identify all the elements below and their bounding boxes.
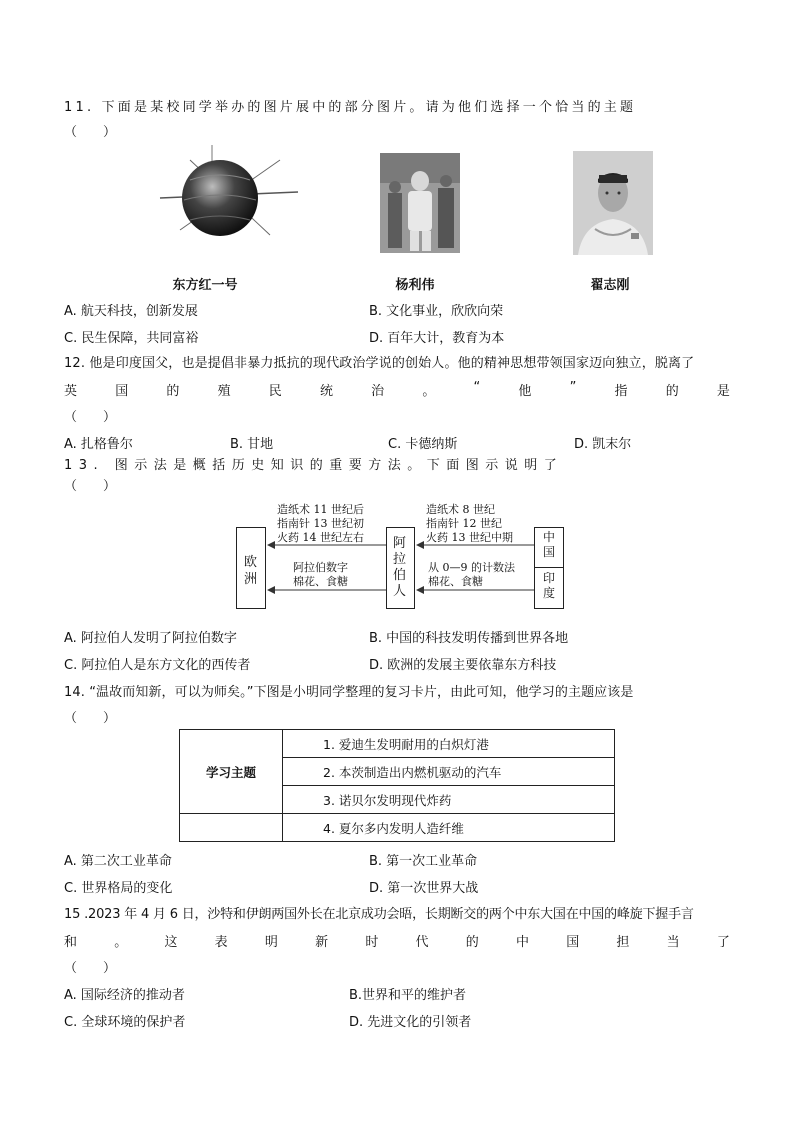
q14-option-c[interactable]: C. 世界格局的变化 xyxy=(64,881,173,896)
left-top-line-3: 火药 14 世纪左右 xyxy=(277,531,364,544)
q15-line2: 和 。 这 表 明 新 时 代 的 中 国 担 当 了 xyxy=(64,935,730,950)
dongfanghong-satellite-image xyxy=(150,140,300,260)
q14-option-b[interactable]: B. 第一次工业革命 xyxy=(369,854,478,869)
q14-stem: 14. “温故而知新，可以为师矣。”下图是小明同学整理的复习卡片，由此可知，他学习的主题应该是 xyxy=(64,685,634,700)
right-top-line-3: 火药 13 世纪中期 xyxy=(426,531,513,544)
europe-box: 欧洲 xyxy=(236,527,266,609)
q12-option-a[interactable]: A. 扎格鲁尔 xyxy=(64,437,133,452)
q11-caption-2: 杨利伟 xyxy=(395,278,435,293)
card-item-2: 2. 本茨制造出内燃机驱动的汽车 xyxy=(283,758,615,786)
q13-option-c[interactable]: C. 阿拉伯人是东方文化的西传者 xyxy=(64,658,251,673)
q12-option-c[interactable]: C. 卡德纳斯 xyxy=(388,437,458,452)
yang-liwei-photo xyxy=(380,153,460,253)
china-india-box: 中国 印度 xyxy=(534,527,564,609)
right-top-line-2: 指南针 12 世纪 xyxy=(426,517,502,530)
q12-option-b[interactable]: B. 甘地 xyxy=(230,437,274,452)
q12-option-d[interactable]: D. 凯末尔 xyxy=(574,437,632,452)
q13-option-d[interactable]: D. 欧洲的发展主要依靠东方科技 xyxy=(369,658,557,673)
q14-paren: （ ） xyxy=(64,711,117,726)
q11-stem: 11. 下面是某校同学举办的图片展中的部分图片。请为他们选择一个恰当的主题 xyxy=(64,100,637,115)
q11-option-d[interactable]: D. 百年大计，教育为本 xyxy=(369,331,505,346)
q12-line1: 12. 他是印度国父，也是提倡非暴力抵抗的现代政治学说的创始人。他的精神思想带领国家迈向独立，脱离了 xyxy=(64,356,695,371)
q11-option-a[interactable]: A. 航天科技，创新发展 xyxy=(64,304,198,319)
right-bottom-line-1: 从 0—9 的计数法 xyxy=(428,561,515,574)
q15-paren: （ ） xyxy=(64,961,117,976)
q13-option-a[interactable]: A. 阿拉伯人发明了阿拉伯数字 xyxy=(64,631,237,646)
q13-option-b[interactable]: B. 中国的科技发明传播到世界各地 xyxy=(369,631,569,646)
q11-caption-1: 东方红一号 xyxy=(172,278,238,293)
q13-stem: 13. 图示法是概括历史知识的重要方法。下面图示说明了 xyxy=(64,458,564,473)
arab-box: 阿拉伯人 xyxy=(386,527,415,609)
q15-option-c[interactable]: C. 全球环境的保护者 xyxy=(64,1015,186,1030)
card-head-blank xyxy=(180,814,283,842)
q14-option-d[interactable]: D. 第一次世界大战 xyxy=(369,881,479,896)
q12-line2: 英 国 的 殖 民 统 治 。 “ 他 ” 指 的 是 xyxy=(64,380,730,399)
q11-caption-3: 翟志刚 xyxy=(590,278,630,293)
left-bottom-line-1: 阿拉伯数字 xyxy=(293,561,348,574)
card-item-3: 3. 诺贝尔发明现代炸药 xyxy=(283,786,615,814)
left-top-line-1: 造纸术 11 世纪后 xyxy=(277,503,364,516)
q15-option-b[interactable]: B.世界和平的维护者 xyxy=(349,988,467,1003)
card-head: 学习主题 xyxy=(180,730,283,814)
q13-paren: （ ） xyxy=(64,479,117,494)
q15-line1: 15 .2023 年 4 月 6 日，沙特和伊朗两国外长在北京成功会晤，长期断交的两个中东大国在中国的峰旋下握手言 xyxy=(64,907,694,922)
q11-option-b[interactable]: B. 文化事业，欣欣向荣 xyxy=(369,304,504,319)
card-item-1: 1. 爱迪生发明耐用的白炽灯港 xyxy=(283,730,615,758)
left-top-line-2: 指南针 13 世纪初 xyxy=(277,517,364,530)
q12-paren: （ ） xyxy=(64,410,117,425)
q11-option-c[interactable]: C. 民生保障，共同富裕 xyxy=(64,331,199,346)
q11-paren: （ ） xyxy=(64,125,117,140)
zhai-zhigang-photo xyxy=(573,151,653,255)
left-bottom-line-2: 棉花、食糖 xyxy=(293,575,348,588)
q14-option-a[interactable]: A. 第二次工业革命 xyxy=(64,854,172,869)
review-card-table xyxy=(179,729,615,842)
card-item-4: 4. 夏尔多内发明人造纤维 xyxy=(283,814,615,842)
q15-option-d[interactable]: D. 先进文化的引领者 xyxy=(349,1015,472,1030)
q15-option-a[interactable]: A. 国际经济的推动者 xyxy=(64,988,185,1003)
right-top-line-1: 造纸术 8 世纪 xyxy=(426,503,495,516)
right-bottom-line-2: 棉花、食糖 xyxy=(428,575,483,588)
